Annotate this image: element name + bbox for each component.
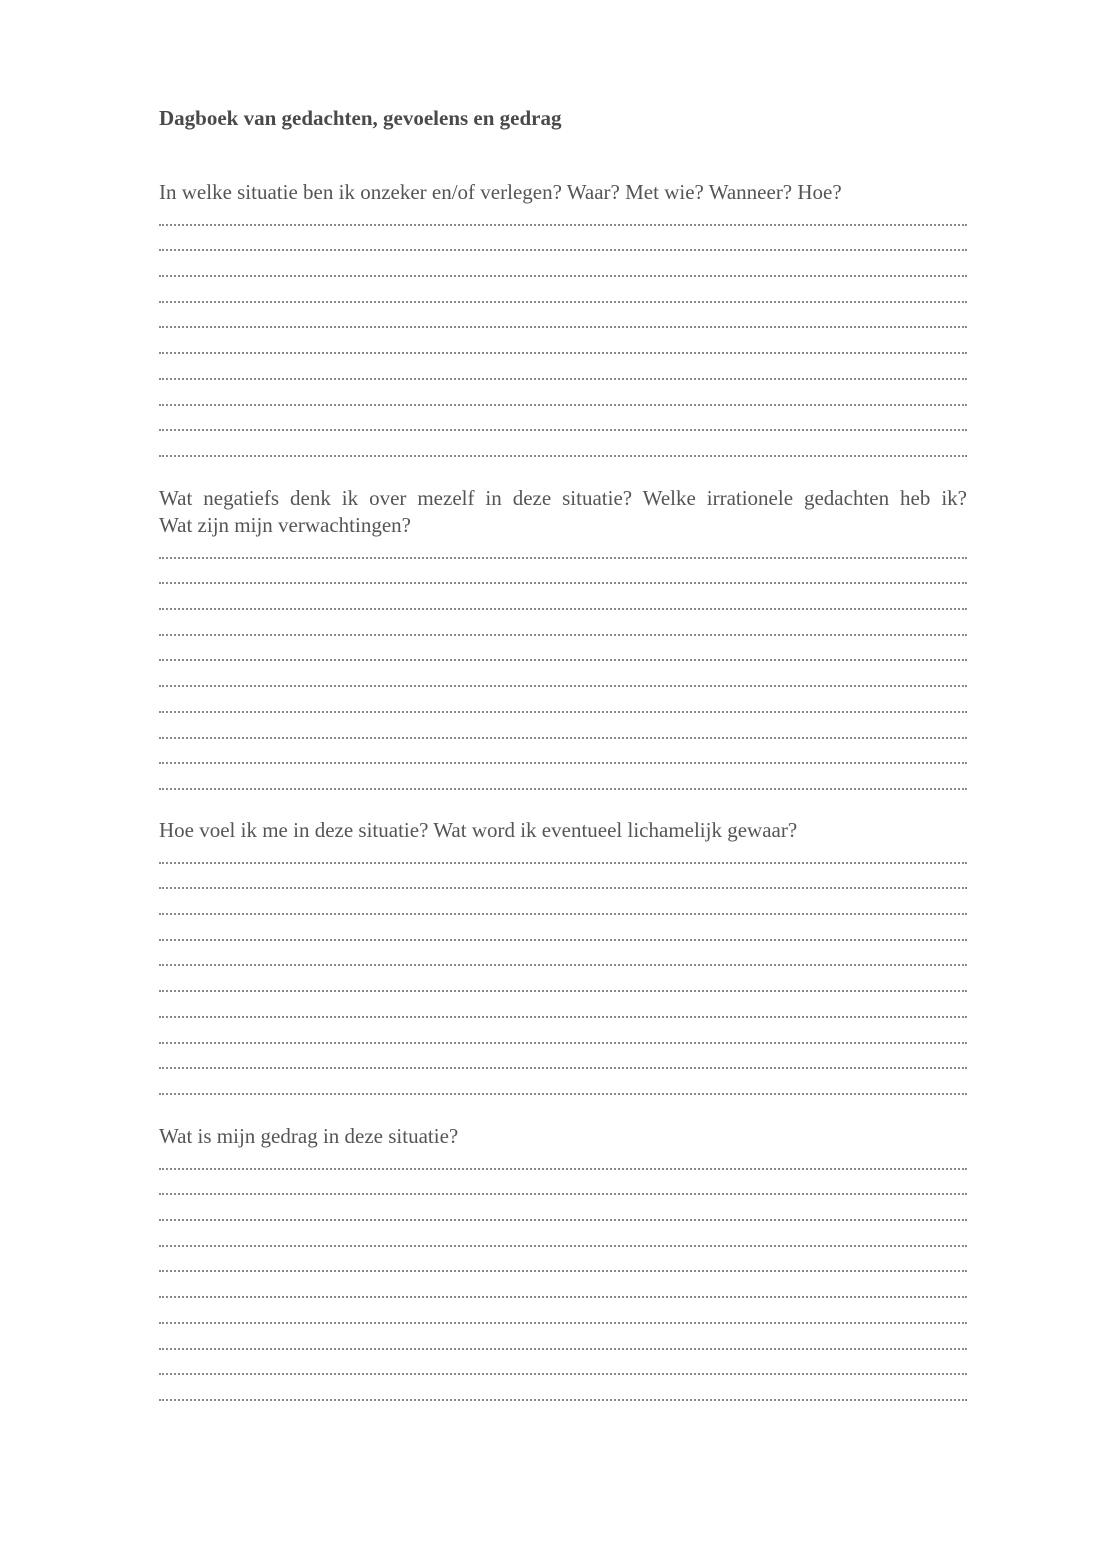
answer-line[interactable] <box>159 844 967 870</box>
answer-line[interactable] <box>159 1075 967 1101</box>
answer-line[interactable] <box>159 947 967 973</box>
answer-line[interactable] <box>159 1176 967 1202</box>
answer-line[interactable] <box>159 1330 967 1356</box>
answer-lines <box>159 1150 967 1407</box>
answer-line[interactable] <box>159 206 967 232</box>
answer-lines <box>159 206 967 463</box>
answer-line[interactable] <box>159 616 967 642</box>
answer-line[interactable] <box>159 309 967 335</box>
answer-line[interactable] <box>159 590 967 616</box>
answer-line[interactable] <box>159 232 967 258</box>
answer-line[interactable] <box>159 719 967 745</box>
answer-line[interactable] <box>159 895 967 921</box>
answer-line[interactable] <box>159 257 967 283</box>
answer-line[interactable] <box>159 437 967 463</box>
answer-line[interactable] <box>159 283 967 309</box>
answer-line[interactable] <box>159 1227 967 1253</box>
answer-line[interactable] <box>159 565 967 591</box>
answer-line[interactable] <box>159 1050 967 1076</box>
answer-line[interactable] <box>159 667 967 693</box>
section-thoughts <box>159 485 967 796</box>
answer-line[interactable] <box>159 921 967 947</box>
answer-lines <box>159 844 967 1101</box>
answer-line[interactable] <box>159 1150 967 1176</box>
question-situation: In welke situatie ben ik onzeker en/of verlegen? Waar? Met wie? Wanneer? Hoe? <box>159 180 842 204</box>
answer-line[interactable] <box>159 998 967 1024</box>
answer-line[interactable] <box>159 745 967 771</box>
section-behavior <box>159 1123 967 1407</box>
answer-line[interactable] <box>159 770 967 796</box>
section-feelings <box>159 817 967 1101</box>
page-title: Dagboek van gedachten, gevoelens en gedrag <box>159 106 562 130</box>
question-feelings: Hoe voel ik me in deze situatie? Wat word ik eventueel lichamelijk gewaar? <box>159 818 798 842</box>
answer-line[interactable] <box>159 539 967 565</box>
answer-line[interactable] <box>159 386 967 412</box>
answer-line[interactable] <box>159 1024 967 1050</box>
answer-line[interactable] <box>159 1381 967 1407</box>
answer-line[interactable] <box>159 1253 967 1279</box>
answer-line[interactable] <box>159 693 967 719</box>
answer-line[interactable] <box>159 972 967 998</box>
section-situation <box>159 179 967 463</box>
answer-lines <box>159 539 967 796</box>
answer-line[interactable] <box>159 1304 967 1330</box>
answer-line[interactable] <box>159 642 967 668</box>
answer-line[interactable] <box>159 360 967 386</box>
question-thoughts-line-2: Wat zijn mijn verwachtingen? <box>159 513 411 537</box>
question-behavior: Wat is mijn gedrag in deze situatie? <box>159 1124 459 1148</box>
answer-line[interactable] <box>159 1278 967 1304</box>
answer-line[interactable] <box>159 870 967 896</box>
answer-line[interactable] <box>159 1356 967 1382</box>
answer-line[interactable] <box>159 1201 967 1227</box>
answer-line[interactable] <box>159 334 967 360</box>
answer-line[interactable] <box>159 412 967 438</box>
question-thoughts-line-1: Wat negatiefs denk ik over mezelf in deze situatie? Welke irrationele gedachten heb ik? <box>159 486 967 510</box>
